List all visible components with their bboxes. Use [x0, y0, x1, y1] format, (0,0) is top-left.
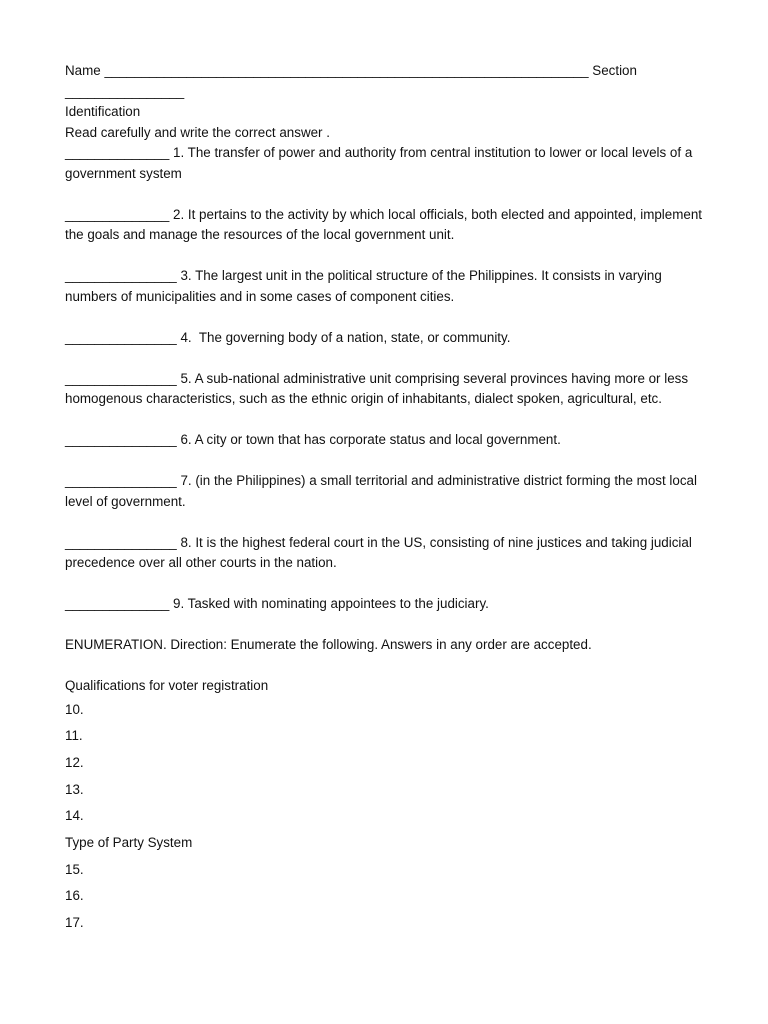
answer-blank[interactable]: _______________ — [65, 432, 177, 447]
question-item — [65, 328, 705, 349]
name-label: Name — [65, 63, 101, 78]
identification-instruction: Read carefully and write the correct answer . — [65, 124, 330, 140]
worksheet — [65, 61, 705, 937]
section-label: Section — [592, 63, 637, 78]
name-blank[interactable]: _________________________________________________________________ — [104, 63, 589, 78]
question-text: 3. The largest unit in the political structure of the Philippines. It consists in varying numbers of municipalities and in some cases of component cities. — [65, 268, 666, 304]
question-item — [65, 430, 705, 451]
identification-title: Identification — [65, 104, 141, 119]
enumeration-item[interactable]: 10. — [65, 701, 84, 717]
enumeration-item[interactable]: 17. — [65, 915, 84, 931]
answer-blank[interactable]: _______________ — [65, 534, 177, 550]
enumeration-group-title: Qualifications for voter registration — [65, 678, 269, 693]
question-item — [65, 594, 705, 615]
enumeration-group-title: Type of Party System — [65, 835, 193, 851]
question-text: 9. Tasked with nominating appointees to the judiciary. — [173, 596, 489, 611]
question-item — [65, 266, 705, 307]
question-item — [65, 471, 705, 512]
enumeration-item[interactable]: 14. — [65, 808, 84, 824]
answer-blank[interactable]: ______________ — [65, 145, 170, 160]
enumeration-direction: ENUMERATION. Direction: Enumerate the following. Answers in any order are accepted. — [65, 637, 592, 652]
question-item — [65, 205, 705, 246]
enumeration-item[interactable]: 12. — [65, 754, 84, 770]
answer-blank[interactable]: _______________ — [65, 473, 177, 488]
answer-blank[interactable]: ______________ — [65, 206, 170, 222]
question-text: 4. The governing body of a nation, state, or community. — [180, 329, 511, 345]
question-text: 5. A sub-national administrative unit comprising several provinces having more or less homogenous characteristics, such as the ethnic origin of inhabitants, dialect spoken, agricultural, etc. — [65, 370, 692, 406]
answer-blank[interactable]: _______________ — [65, 370, 177, 386]
question-text: 8. It is the highest federal court in the US, consisting of nine justices and taking judicial precedence over all other courts in the nation. — [65, 534, 696, 570]
enumeration-item[interactable]: 11. — [65, 728, 83, 744]
question-text: 1. The transfer of power and authority from central institution to lower or local levels of a government system — [65, 145, 697, 181]
answer-blank[interactable]: _______________ — [65, 268, 177, 283]
identification-questions — [65, 143, 705, 615]
question-item — [65, 369, 705, 410]
enumeration-item[interactable]: 16. — [65, 888, 84, 904]
question-item — [65, 143, 705, 184]
section-blank[interactable]: ________________ — [65, 83, 185, 99]
question-item — [65, 533, 705, 574]
header-name-line — [65, 61, 705, 82]
enumeration-item[interactable]: 13. — [65, 781, 84, 797]
enumeration-group-party — [65, 830, 705, 937]
answer-blank[interactable]: _______________ — [65, 329, 177, 345]
question-text: 6. A city or town that has corporate status and local government. — [180, 432, 561, 447]
enumeration-item[interactable]: 15. — [65, 861, 84, 877]
answer-blank[interactable]: ______________ — [65, 596, 170, 611]
question-text: 7. (in the Philippines) a small territorial and administrative district forming the most local level of government. — [65, 473, 701, 509]
question-text: 2. It pertains to the activity by which local officials, both elected and appointed, implement the goals and manage the resources of the local government unit. — [65, 206, 706, 242]
enumeration-group-voter — [65, 676, 705, 830]
